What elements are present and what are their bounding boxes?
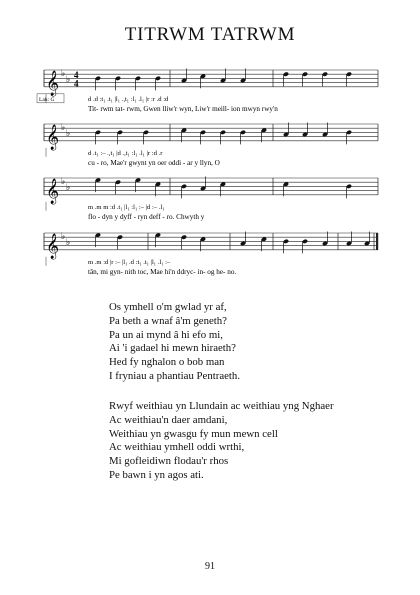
lyrics-line: cu - ro, Mae'r gwynt yn oer oddi - ar y llyn, O (88, 158, 220, 167)
verse-2 (109, 400, 334, 483)
verse-1 (109, 301, 240, 384)
time-signature-bottom: 4 (74, 78, 79, 89)
solfa-line: d .t₁ :– .,t₁ |d .,t₁ :l₁ .l₁ |r :d .r (88, 149, 163, 157)
verse-line: Ac weithiau'n daer amdani, (109, 413, 228, 426)
verse-line: Ai 'i gadael hi mewn hiraeth? (109, 342, 236, 355)
flat-icon: ♭ (61, 69, 66, 79)
solfa-line: m .m m :d .t₁ |l₁ :l₁ :– |d :– .l₁ (88, 203, 165, 211)
treble-clef-icon: 𝄞 (46, 178, 60, 204)
treble-clef-icon: 𝄞 (46, 124, 60, 150)
lyrics-line: tân, mi gyn- nith toc, Mae hi'n ddryc- in- og he- no. (88, 267, 237, 276)
lyrics-line: flo - dyn y dyff - ryn deff - ro. Chwyth y (88, 212, 205, 221)
verse-line: Pa beth a wnaf â'm geneth? (109, 314, 227, 327)
final-barline (376, 233, 378, 250)
verse-line: Ac weithiau ymhell oddi wrthi, (109, 441, 245, 454)
lyrics-line: Tit- rwm tat- rwm, Gwen lliw'r wyn, Liw'r meill- ion mwyn rwy'n (88, 104, 278, 113)
verse-line: I fryniau a phantiau Pentraeth. (109, 369, 241, 382)
flat-icon: ♭ (66, 75, 71, 85)
treble-clef-icon: 𝄞 (46, 233, 60, 259)
key-label: Lah: G (39, 96, 55, 103)
verse-line: Hed fy nghalon o bob man (109, 356, 225, 369)
verse-line: Os ymhell o'm gwlad yr af, (109, 301, 227, 313)
flat-icon: ♭ (61, 177, 66, 187)
verse-line: Pa un ai mynd â hi efo mi, (109, 328, 223, 341)
verse-line: Pe bawn i yn agos ati. (109, 468, 204, 481)
time-signature-top: 4 (74, 70, 79, 80)
page-number: 91 (205, 561, 215, 572)
verse-line: Mi gofleidiwn flodau'r rhos (109, 455, 229, 468)
treble-clef-icon: 𝄞 (46, 70, 60, 96)
flat-icon: ♭ (61, 123, 66, 133)
flat-icon: ♭ (66, 183, 71, 193)
flat-icon: ♭ (66, 129, 71, 139)
solfa-line: m .m :d |r :– |l₁ .d :t₁ .t₁ |l₁ .l₁ :– (88, 258, 171, 266)
flat-icon: ♭ (61, 232, 66, 242)
solfa-line: d .d :t₁ .t₁ |l₁ .,t₁ :l₁ .l₁ |r :r .d :d (88, 95, 169, 103)
verse-line: Rwyf weithiau yn Llundain ac weithiau yng Nghaer (109, 400, 334, 412)
song-title: TITRWM TATRWM (124, 24, 296, 45)
verse-line: Weithiau yn gwasgu fy mun mewn cell (109, 427, 278, 440)
flat-icon: ♭ (66, 238, 71, 248)
